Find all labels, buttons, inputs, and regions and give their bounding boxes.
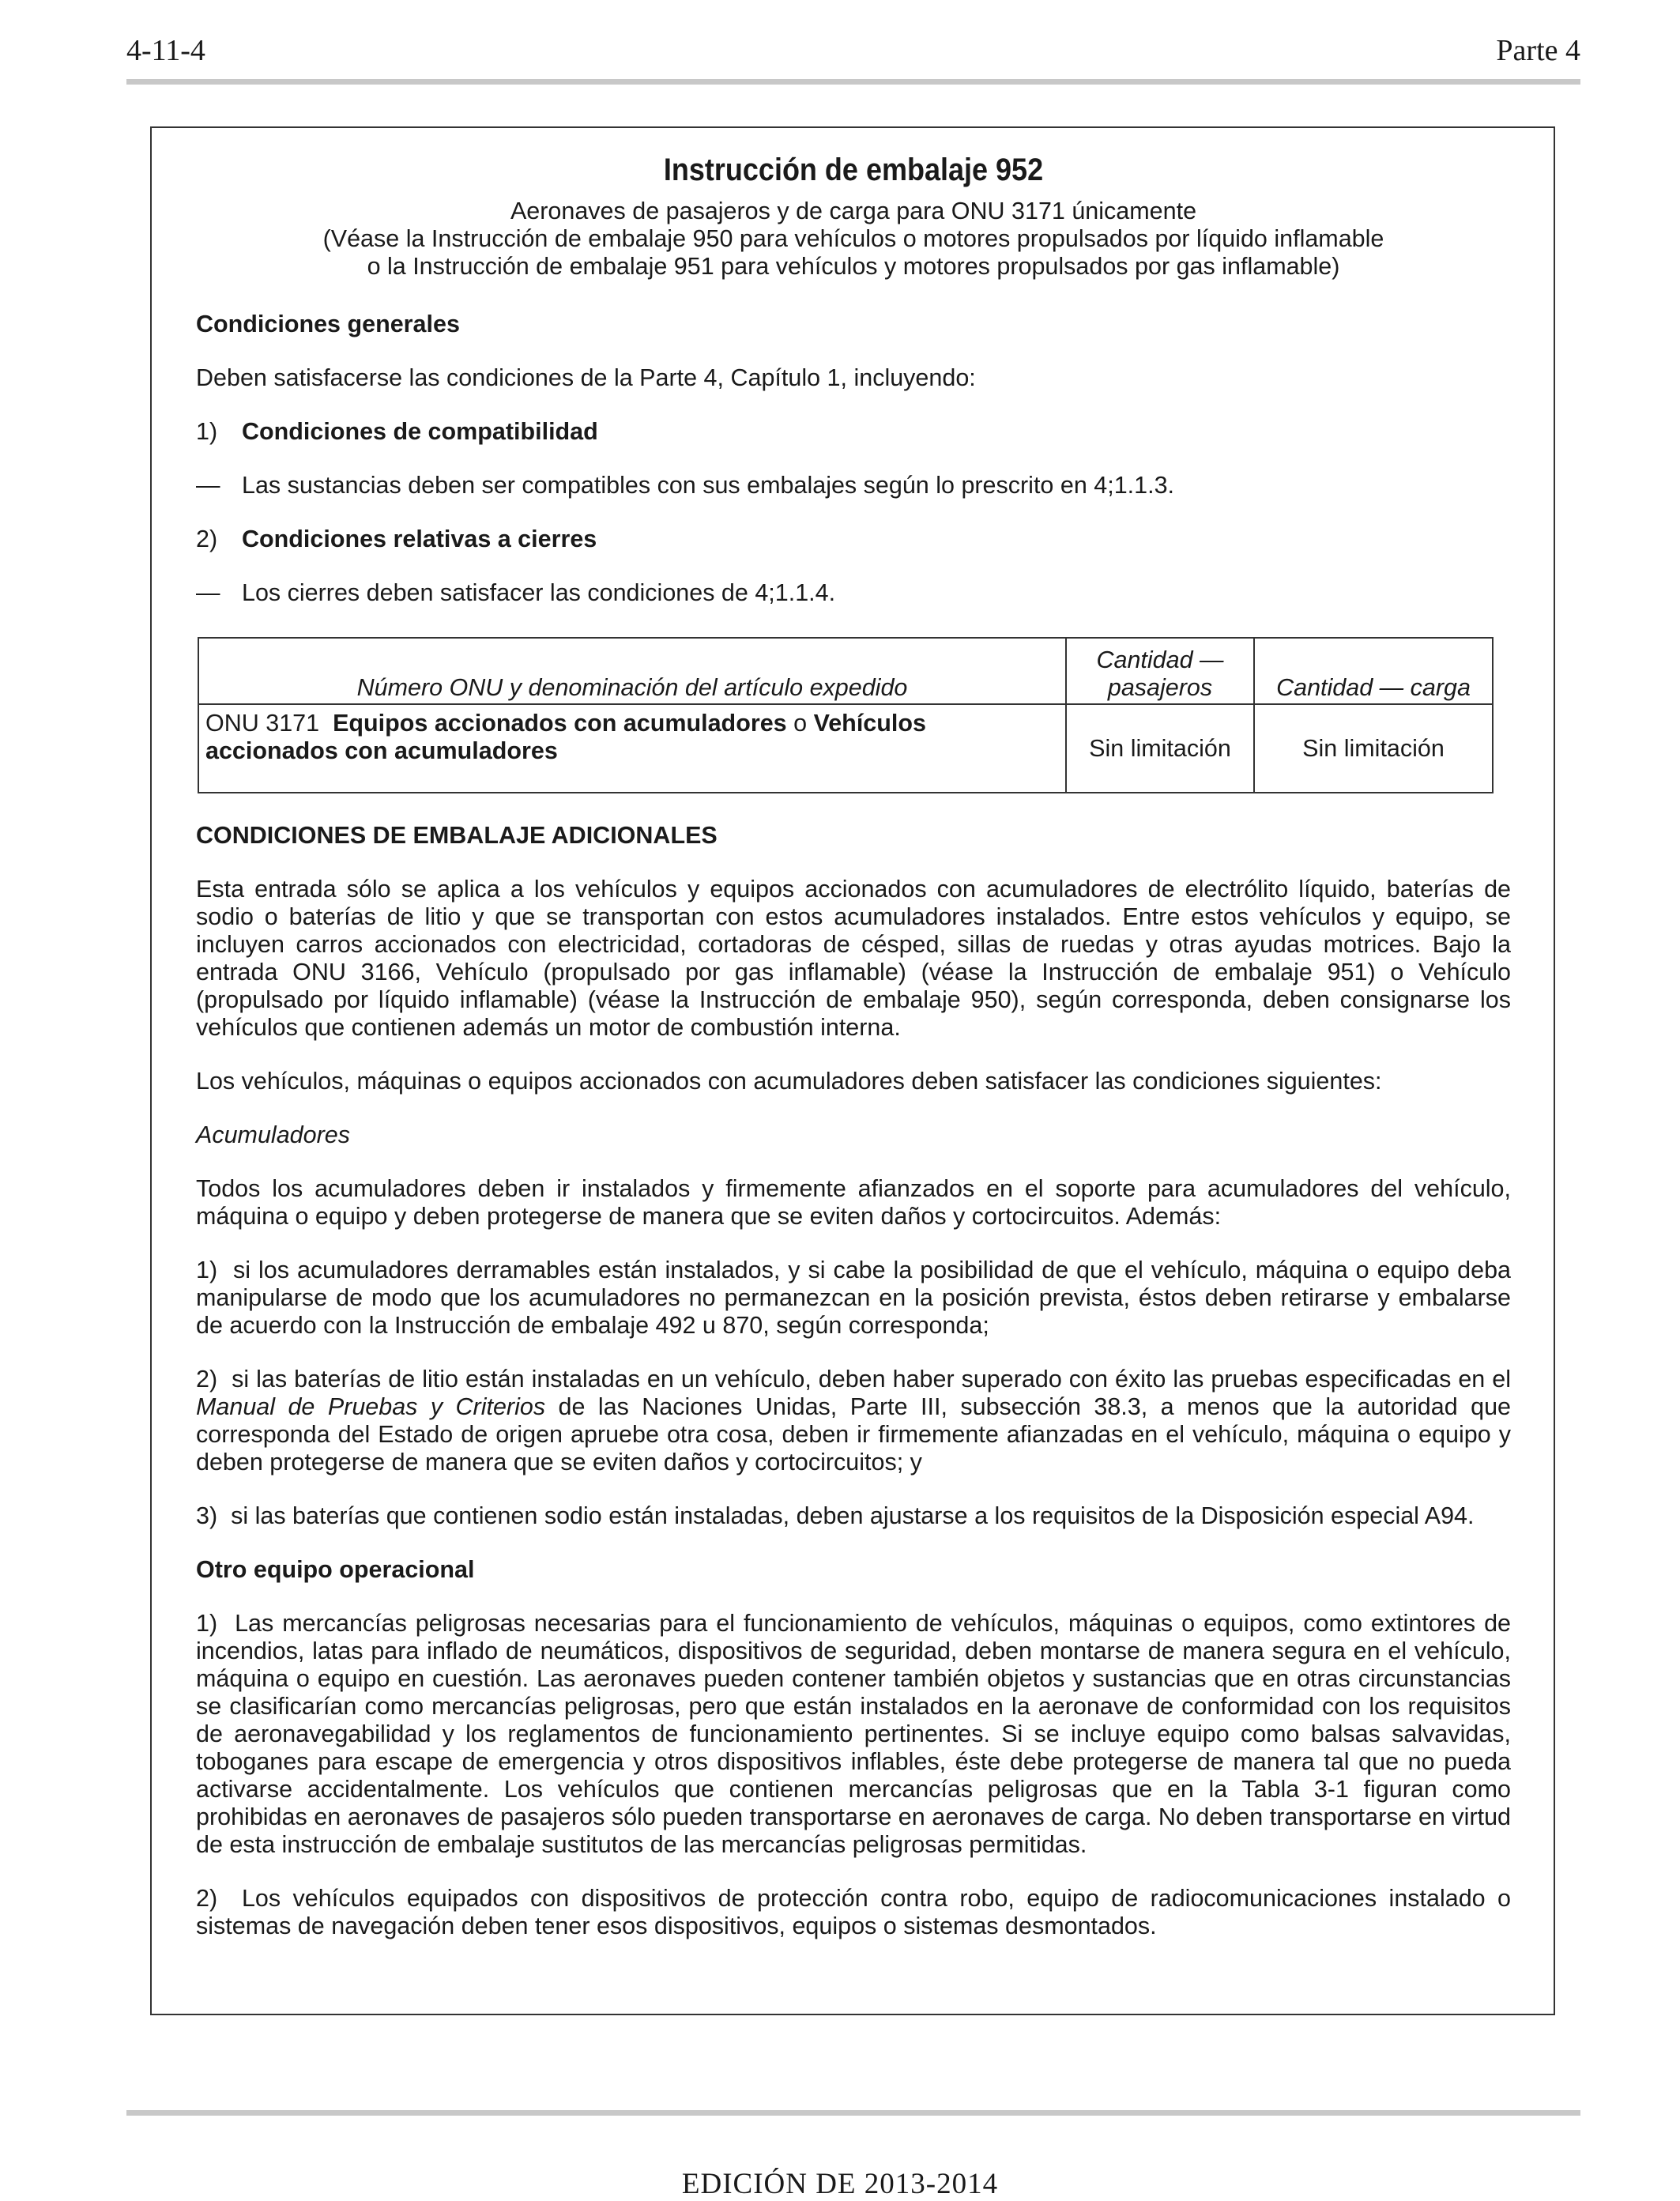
acc-item-1-text: si los acumuladores derramables están instalados, y si cabe la posibilidad de que el vehículo, máquina o equipo deba manipularse de modo que los acumuladores no permanezcan en la posición prevista, éstos deben retirarse y embalarse de acuerdo con la Instrucción de embalaje 492 u 870, según corresponda; — [196, 1257, 1511, 1339]
acc-item-2-manual: Manual de Pruebas y Criterios — [196, 1393, 546, 1420]
cond1-heading — [196, 418, 1511, 446]
table-header-row — [198, 638, 1493, 704]
instruction-box — [150, 126, 1555, 2015]
cond2-label: Condiciones relativas a cierres — [242, 526, 597, 552]
acc-item-1-number: 1) — [196, 1257, 218, 1283]
general-intro: Deben satisfacerse las condiciones de la Parte 4, Capítulo 1, incluyendo: — [196, 364, 976, 391]
cond2-dash: — — [196, 579, 220, 606]
acc-item-2-number: 2) — [196, 1366, 218, 1393]
header-description: Número ONU y denominación del artículo expedido — [198, 638, 1066, 704]
page-title: Instrucción de embalaje 952 — [663, 153, 1044, 187]
other-item-2-number: 2) — [196, 1885, 218, 1912]
page-number: 4-11-4 — [126, 34, 205, 67]
article-name-2: Vehículos accionados con acumuladores — [205, 710, 926, 764]
instruction-content — [196, 150, 1511, 1940]
un-number: ONU 3171 — [205, 710, 320, 737]
accumulators-heading — [196, 1121, 1511, 1149]
edition-footer: EDICIÓN DE 2013-2014 — [681, 2168, 999, 2200]
header-rule — [126, 79, 1580, 85]
row-description — [198, 704, 1066, 793]
other-item-1-number: 1) — [196, 1610, 218, 1637]
additional-paragraph-1: Esta entrada sólo se aplica a los vehículos y equipos accionados con acumuladores de electrólito líquido, baterías de sodio o baterías de litio y que se transportan con estos acumuladores instalados. Entre estos vehículos y equipo, se incluyen carros accionados con electricidad, cortadoras de césped, sillas de ruedas y otras ayudas motrices. Bajo la entrada ONU 3166, Vehículo (propulsado por gas inflamable) (véase la Instrucción de embalaje 951) o Vehículo (propulsado por líquido inflamable) (véase la Instrucción de embalaje 950), según corresponda, deben consignarse los vehículos que contienen además un motor de combustión interna. — [196, 876, 1511, 1041]
accumulators-item-1 — [196, 1257, 1511, 1340]
footer-rule — [126, 2110, 1580, 2116]
cond2-text — [196, 579, 1511, 607]
additional-heading: CONDICIONES DE EMBALAJE ADICIONALES — [196, 822, 718, 849]
accumulators-item-2 — [196, 1366, 1511, 1476]
subtitle-line-3: o la Instrucción de embalaje 951 para vehículos y motores propulsados por gas inflamable) — [367, 253, 1340, 280]
other-item-2 — [196, 1885, 1511, 1940]
acc-item-2-post: de las Naciones Unidas, Parte III, subsección 38.3, a menos que la autoridad que corresponda del Estado de origen apruebe otra cosa, deben ir firmemente afianzadas en el vehículo, máquina o equipo y deben protegerse de manera que se eviten daños y cortocircuitos; y — [196, 1393, 1511, 1475]
other-item-2-text: Los vehículos equipados con dispositivos de protección contra robo, equipo de radiocomunicaciones instalado o sistemas de navegación deben tener esos dispositivos, equipos o sistemas desmontados. — [196, 1885, 1512, 1939]
row-passengers: Sin limitación — [1066, 704, 1254, 793]
cond2-heading — [196, 526, 1511, 553]
header-passengers: Cantidad — pasajeros — [1066, 638, 1254, 704]
article-conjunction: o — [793, 710, 808, 737]
acc-item-2-pre: si las baterías de litio están instaladas en un vehículo, deben haber superado con éxito las pruebas especificadas en el — [232, 1366, 1511, 1393]
cond1-number: 1) — [196, 418, 218, 445]
part-label: Parte 4 — [1496, 34, 1580, 67]
accumulators-item-3 — [196, 1502, 1511, 1530]
cond2-number: 2) — [196, 526, 218, 552]
cond1-text — [196, 472, 1511, 499]
cond1-label: Condiciones de compatibilidad — [242, 418, 598, 445]
accumulators-heading-text: Acumuladores — [196, 1121, 350, 1148]
cond1-body: Las sustancias deben ser compatibles con sus embalajes según lo prescrito en 4;1.1.3. — [242, 472, 1175, 499]
cond2-body: Los cierres deben satisfacer las condiciones de 4;1.1.4. — [242, 579, 836, 606]
other-item-1-text: Las mercancías peligrosas necesarias para el funcionamiento de vehículos, máquinas o equipos, como extintores de incendios, latas para inflado de neumáticos, dispositivos de seguridad, deben montarse de manera segura en el vehículo, máquina o equipo en cuestión. Las aeronaves pueden contener también objetos y sustancias que en otras circunstancias se clasificarían como mercancías peligrosas, pero que están instalados en la aeronave de conformidad con los requisitos de aeronavegabilidad y los reglamentos de funcionamiento pertinentes. Si se incluye equipo como balsas salvavidas, toboganes para escape de emergencia y otros dispositivos inflables, éste debe protegerse de manera tal que no pueda activarse accidentalmente. Los vehículos que contienen mercancías peligrosas que en la Tabla 3-1 figuran como prohibidas en aeronaves de pasajeros sólo pueden transportarse en aeronaves de carga. No deben transportarse en virtud de esta instrucción de embalaje sustitutos de las mercancías peligrosas permitidas. — [196, 1610, 1512, 1858]
subtitle-line-1: Aeronaves de pasajeros y de carga para ONU 3171 únicamente — [510, 198, 1197, 224]
other-equipment-heading: Otro equipo operacional — [196, 1556, 475, 1583]
table-row — [198, 704, 1493, 793]
additional-paragraph-2: Los vehículos, máquinas o equipos accionados con acumuladores deben satisfacer las condiciones siguientes: — [196, 1068, 1382, 1095]
cond1-dash: — — [196, 472, 220, 499]
header-cargo: Cantidad — carga — [1254, 638, 1493, 704]
general-heading: Condiciones generales — [196, 311, 460, 337]
row-cargo: Sin limitación — [1254, 704, 1493, 793]
quantity-table — [198, 637, 1494, 793]
acc-item-3-text: si las baterías que contienen sodio están instaladas, deben ajustarse a los requisitos de la Disposición especial A94. — [231, 1502, 1475, 1529]
acc-item-3-number: 3) — [196, 1502, 218, 1529]
subtitle-line-2: (Véase la Instrucción de embalaje 950 para vehículos o motores propulsados por líquido inflamable — [322, 225, 1384, 252]
accumulators-paragraph: Todos los acumuladores deben ir instalados y firmemente afianzados en el soporte para acumuladores del vehículo, máquina o equipo y deben protegerse de manera que se eviten daños y cortocircuitos. Además: — [196, 1175, 1511, 1230]
article-name-1: Equipos accionados con acumuladores — [333, 710, 787, 737]
other-item-1 — [196, 1610, 1511, 1859]
running-head — [126, 33, 1580, 73]
